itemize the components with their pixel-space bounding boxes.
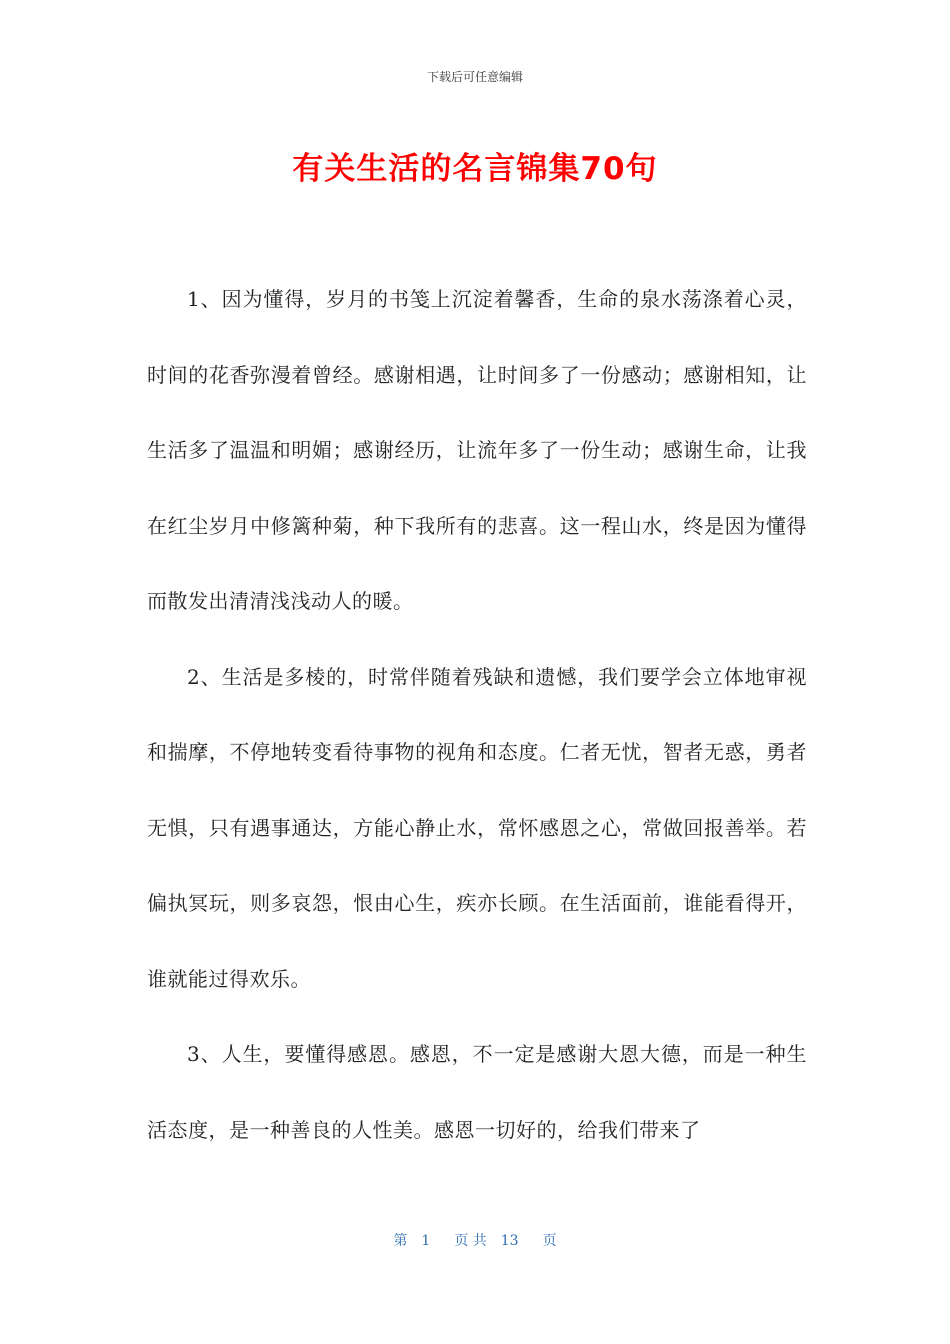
footer-total-pages: 13 xyxy=(500,1233,519,1249)
paragraph-1: 1、因为懂得，岁月的书笺上沉淀着馨香，生命的泉水荡涤着心灵，时间的花香弥漫着曾经。感谢相遇，让时间多了一份感动；感谢相知，让生活多了温温和明媚；感谢经历，让流年多了一份生动；感谢生命，让我在红尘岁月中修篱种菊，种下我所有的悲喜。这一程山水，终是因为懂得而散发出清清浅浅动人的暖。 xyxy=(147,287,807,613)
header-note: 下载后可任意编辑 xyxy=(426,70,523,84)
footer-page-number: 1 xyxy=(421,1233,431,1249)
document-title: 有关生活的名言锦集70句 xyxy=(292,151,658,187)
paragraph-2: 2、生活是多棱的，时常伴随着残缺和遗憾，我们要学会立体地审视和揣摩，不停地转变看待事物的视角和态度。仁者无忧，智者无惑，勇者无惧，只有遇事通达，方能心静止水，常怀感恩之心，常做回报善举。若偏执冥玩，则多哀怨，恨由心生，疾亦长顾。在生活面前，谁能看得开，谁就能过得欢乐。 xyxy=(147,664,807,991)
footer-middle: 页 共 xyxy=(454,1233,487,1249)
footer-prefix: 第 xyxy=(393,1233,408,1249)
document-body xyxy=(147,262,807,1168)
page-footer xyxy=(0,1230,950,1250)
paragraph-3: 3、人生，要懂得感恩。感恩，不一定是感谢大恩大德，而是一种生活态度，是一种善良的人性美。感恩一切好的，给我们带来了 xyxy=(147,1042,807,1142)
footer-suffix: 页 xyxy=(542,1233,557,1249)
